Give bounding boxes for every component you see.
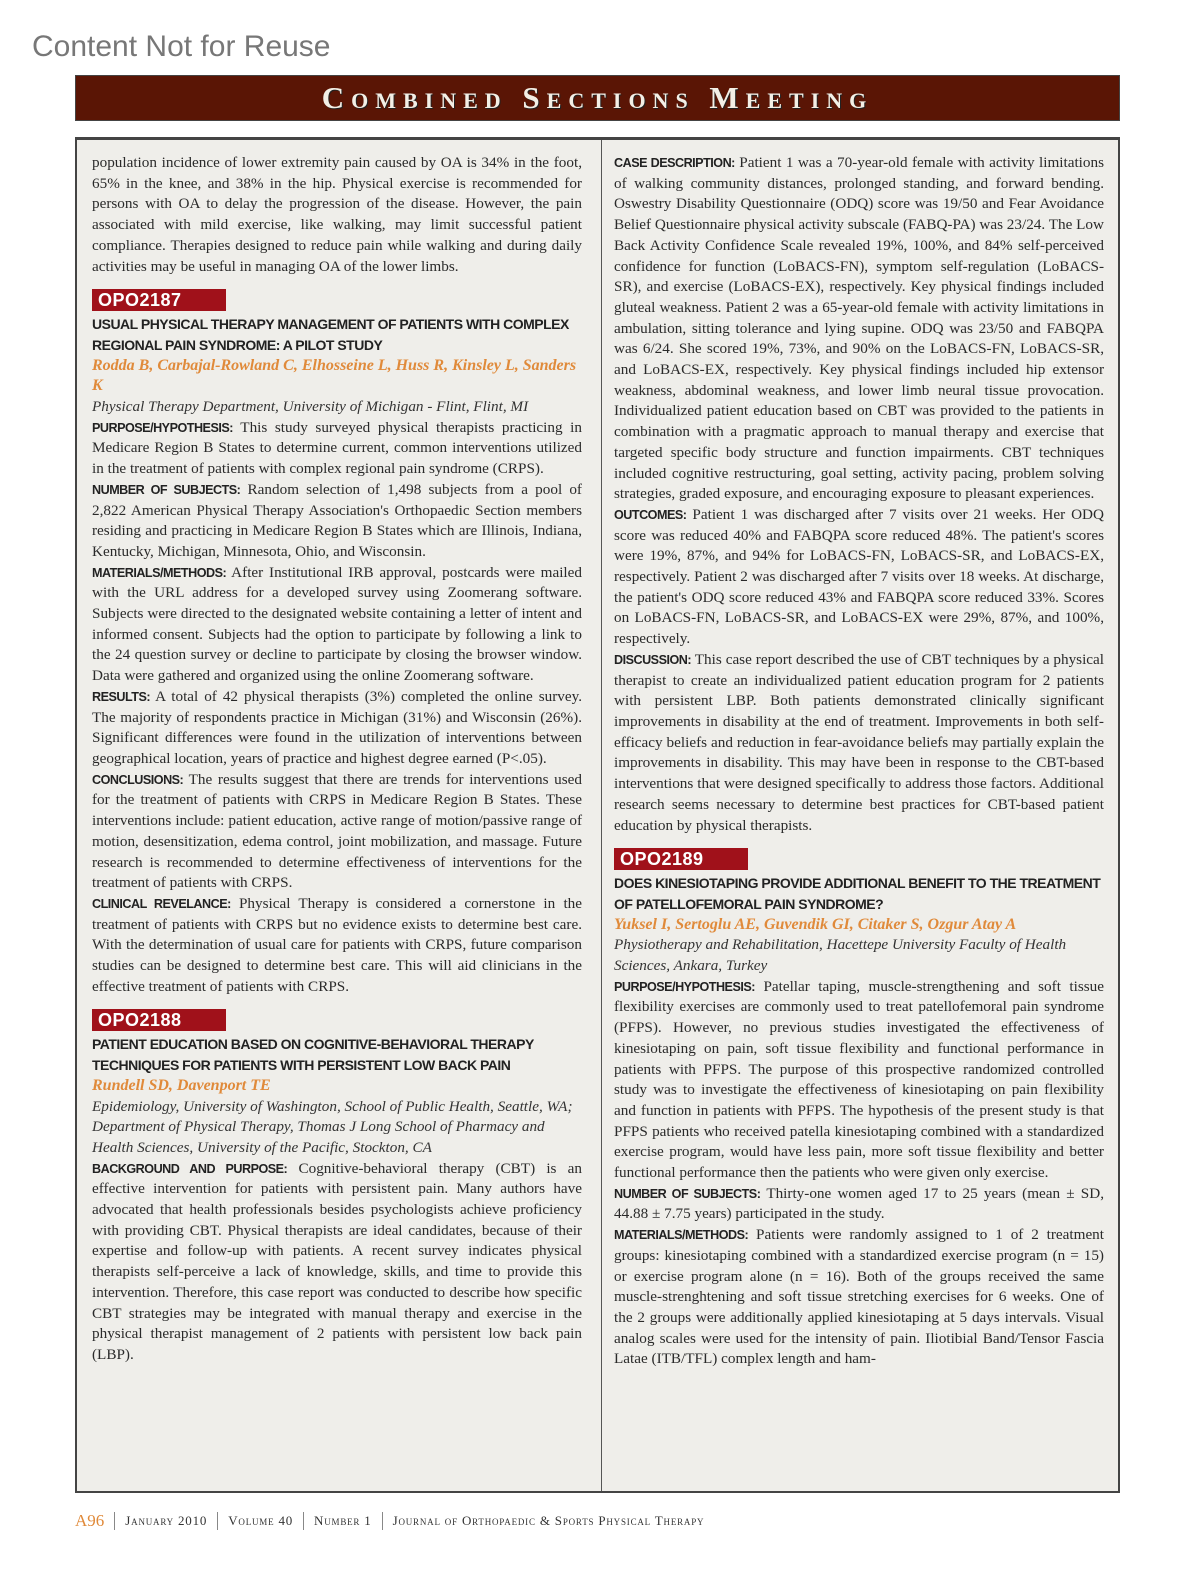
section-text: A total of 42 physical therapists (3%) completed the online survey. The majority of respondents practice in Michigan (31%) and Wisconsin (26%). Significant differences were found in the utilization of interventions between geographical location, years of practice and highest degree earned (P<.05).	[92, 687, 582, 767]
section-text: Patients were randomly assigned to 1 of 2 treatment groups: kinesiotaping combined with a standardized exercise program (n = 15) or exercise program alone (n = 16). Both of the groups received the same muscle-strenghtening and soft tissue stretching exercises for 6 weeks. One of the 2 groups were additionally applied kinesiotaping at 5 days intervals. Visual analog scales were used for the intensity of pain. Iliotibial Band/Tensor Fascia Latae (ITB/TFL) complex length and ham-	[614, 1226, 1104, 1368]
abstract-id-badge: OPO2189	[614, 848, 748, 870]
section-background	[92, 1159, 582, 1366]
journal-name: Journal of Orthopaedic & Sports Physical Therapy	[392, 1513, 705, 1528]
abstract-authors: Rundell SD, Davenport TE	[92, 1076, 271, 1094]
section-methods	[92, 563, 582, 687]
section-text: This case report described the use of CBT techniques by a physical therapist to create an individualized patient education program for 2 patients with persistent LBP. Both patients demonstrated clinically significant improvements in disability at the end of treatment. Improvements in both self-efficacy beliefs and reduction in fear-avoidance beliefs may partially explain the improvements in disability. This may have been in response to the CBT-based interventions that were designed specifically to address those factors. Additional research seems necessary to determine best practices for CBT-based patient education by physical therapists.	[614, 650, 1104, 834]
page-number: A96	[75, 1511, 105, 1530]
section-text: Random selection of 1,498 subjects from a pool of 2,822 American Physical Therapy Association's Orthopaedic Section members residing and practicing in Medicare Region B States which are Illinois, Indiana, Kentucky, Michigan, Minnesota, Ohio, and Wisconsin.	[92, 480, 582, 560]
abstract-affiliation: Physiotherapy and Rehabilitation, Hacettepe University Faculty of Health Sciences, Ankara, Turkey	[614, 936, 1067, 975]
section-banner	[75, 75, 1120, 121]
section-text: Patient 1 was discharged after 7 visits over 21 weeks. Her ODQ score was reduced 40% and FABQPA score reduced 48%. The patient's scores were 19%, 87%, and 94% for LoBACS-FN, LoBACS-SR, and LoBACS-EX, respectively. Patient 2 was discharged after 7 visits over 18 weeks. At discharge, the patient's ODQ score reduced 43% and FABQPA score reduced 33%. Scores on LoBACS-FN, LoBACS-SR, and LoBACS-EX were 29%, 87%, and 100%, respectively.	[614, 505, 1104, 648]
section-label: RESULTS:	[92, 689, 151, 704]
volume: Volume 40	[228, 1513, 294, 1528]
section-text: The results suggest that there are trends for interventions used for the treatment of patients with CRPS in Medicare Region B States. These interventions include: patient education, active range of motion/passive range of motion, desensitization, edema control, joint mobilization, and massage. Future research is recommended to determine effectiveness of interventions for the treatment of patients with CRPS.	[92, 770, 582, 892]
banner-title: Combined Sections Meeting	[321, 80, 874, 115]
abstract-opo2189	[614, 836, 1104, 1370]
abstract-id-badge: OPO2188	[92, 1009, 226, 1031]
abstract-affiliation: Epidemiology, University of Washington, School of Public Health, Seattle, WA; Department of Physical Therapy, Thomas J Long School of Pharmacy and Health Sciences, University of the Pacific, Stockton, CA	[92, 1097, 573, 1156]
column-divider	[601, 140, 602, 1491]
section-label: CLINICAL REVELANCE:	[92, 896, 231, 911]
left-column	[92, 153, 582, 1366]
abstract-title: USUAL PHYSICAL THERAPY MANAGEMENT OF PATIENTS WITH COMPLEX REGIONAL PAIN SYNDROME: A PILOT STUDY	[92, 316, 569, 353]
abstract-opo2187	[92, 277, 582, 997]
section-label: MATERIALS/METHODS:	[92, 565, 227, 580]
section-text: Physical Therapy is considered a cornerstone in the treatment of patients with CRPS but no evidence exists to determine best care. With the determination of usual care for patients with CRPS, future comparison studies can be designed to determine best care. This will aid clinicians in the effective treatment of patients with CRPS.	[92, 894, 582, 995]
section-results	[92, 687, 582, 770]
footer-separator	[217, 1512, 218, 1530]
section-conclusions	[92, 770, 582, 894]
section-text: Thirty-one women aged 17 to 25 years (mean ± SD, 44.88 ± 7.75 years) participated in the study.	[614, 1184, 1104, 1223]
section-label: OUTCOMES:	[614, 507, 687, 522]
section-text: Patient 1 was a 70-year-old female with activity limitations of walking community distances, prolonged standing, and forward bending. Oswestry Disability Questionnaire (ODQ) score was 19/50 and Fear Avoidance Belief Questionnaire physical activity subscale (FABQ-PA) was 23/24. The Low Back Activity Confidence Scale revealed 19%, 100%, and 84% self-perceived confidence for function (LoBACS-FN), symptom self-regulation (LoBACS-SR), and exercise (LoBACS-EX), respectively. Key physical findings included gluteal weakness. Patient 2 was a 65-year-old female with activity limitations in ambulation, sitting tolerance and lying supine. ODQ was 23/50 and FABQPA was 6/24. She scored 19%, 73%, and 90% on the LoBACS-FN, LoBACS-SR, and LoBACS-EX, respectively. Key physical findings included hip extensor weakness, abdominal weakness, and lower limb neural tissue provocation. Individualized patient education based on CBT was provided to the patients in combination with a pragmatic approach to manual therapy and exercise that targeted specific body structure and function impairments. CBT techniques included cognitive restructuring, goal setting, activity pacing, problem solving strategies, graded exposure, and encouraging exposure to pleasant experiences.	[614, 154, 1104, 503]
section-label: DISCUSSION:	[614, 652, 692, 667]
abstract-authors: Yuksel I, Sertoglu AE, Guvendik GI, Citaker S, Ozgur Atay A	[614, 915, 1017, 933]
footer-separator	[303, 1512, 304, 1530]
section-text: Patellar taping, muscle-strengthening and soft tissue flexibility exercises are commonly used to treat patellofemoral pain syndrome (PFPS). However, no previous studies investigated the effectiveness of kinesiotaping on pain, soft tissue flexibility and functional performance in patients with PFPS. The purpose of this prospective randomized controlled study was to investigate the effectiveness of kinesiotaping on pain flexibility and function in patients with PFPS. The hypothesis of the present study is that PFPS patients who received patella kinesiotaping combined with a standardized exercise program, would have less pain, more soft tissue flexibility and better functional performance then the patients who were given only exercise.	[614, 977, 1104, 1182]
watermark: Content Not for Reuse	[32, 30, 331, 63]
section-outcomes	[614, 505, 1104, 650]
section-purpose	[614, 977, 1104, 1184]
section-subjects	[92, 480, 582, 563]
section-purpose	[92, 418, 582, 480]
section-subjects	[614, 1184, 1104, 1225]
abstract-id-badge: OPO2187	[92, 289, 226, 311]
footer-separator	[382, 1512, 383, 1530]
issue-number: Number 1	[314, 1513, 372, 1528]
abstract-title: DOES KINESIOTAPING PROVIDE ADDITIONAL BENEFIT TO THE TREATMENT OF PATELLOFEMORAL PAIN SYNDROME?	[614, 875, 1101, 912]
section-discussion	[614, 650, 1104, 836]
section-case-description	[614, 153, 1104, 505]
abstract-title: PATIENT EDUCATION BASED ON COGNITIVE-BEHAVIORAL THERAPY TECHNIQUES FOR PATIENTS WITH PERSISTENT LOW BACK PAIN	[92, 1036, 534, 1074]
footer-separator	[114, 1512, 115, 1530]
section-label: PURPOSE/HYPOTHESIS:	[614, 979, 755, 994]
abstract-opo2188	[92, 997, 582, 1365]
section-text: This study surveyed physical therapists practicing in Medicare Region B States to determine current, common interventions utilized in the treatment of patients with complex regional pain syndrome (CRPS).	[92, 418, 582, 478]
content-panel	[75, 137, 1120, 1493]
section-label: NUMBER OF SUBJECTS:	[614, 1186, 761, 1201]
section-text: After Institutional IRB approval, postcards were mailed with the URL address for a developed survey using Zoomerang software. Subjects were directed to the designated website containing a letter of intent and informed consent. Subjects had the option to participate by following a link to the 24 question survey or decline to participate by closing the browser window. Data were gathered and organized using the online Zoomerang software.	[92, 563, 582, 685]
section-text: Cognitive-behavioral therapy (CBT) is an effective intervention for patients with persistent pain. Many authors have advocated that health professionals besides psychologists achieve proficiency with providing CBT. Physical therapists are ideal candidates, because of their expertise and follow-up with patients. A recent survey indicates physical therapists self-perceive a lack of knowledge, skills, and time to provide this intervention. Therefore, this case report was conducted to describe how specific CBT strategies may be integrated with manual therapy and exercise in the physical therapist management of 2 patients with persistent low back pain (LBP).	[92, 1159, 582, 1363]
section-label: CASE DESCRIPTION:	[614, 156, 735, 170]
section-clinical-relevance	[92, 894, 582, 998]
section-label: MATERIALS/METHODS:	[614, 1228, 749, 1243]
section-label: NUMBER OF SUBJECTS:	[92, 482, 241, 497]
abstract-affiliation: Physical Therapy Department, University of Michigan - Flint, Flint, MI	[92, 398, 529, 416]
section-label: CONCLUSIONS:	[92, 772, 184, 787]
intro-paragraph: population incidence of lower extremity pain caused by OA is 34% in the foot, 65% in the knee, and 38% in the hip. Physical exercise is recommended for persons with OA to delay the progression of the disease. However, the pain associated with mild exercise, like walking, may limit successful patient compliance. Therapies designed to reduce pain while walking and during daily activities may be useful in managing OA of the lower limbs.	[92, 154, 582, 275]
issue-date: January 2010	[125, 1513, 208, 1528]
right-column	[614, 153, 1104, 1370]
abstract-authors: Rodda B, Carbajal-Rowland C, Elhosseine L, Huss R, Kinsley L, Sanders K	[92, 356, 577, 395]
section-label: PURPOSE/HYPOTHESIS:	[92, 420, 233, 435]
section-methods	[614, 1225, 1104, 1370]
abstract-opo2188-continued	[614, 153, 1104, 836]
section-label: BACKGROUND AND PURPOSE:	[92, 1161, 288, 1176]
page-footer	[75, 1511, 704, 1531]
